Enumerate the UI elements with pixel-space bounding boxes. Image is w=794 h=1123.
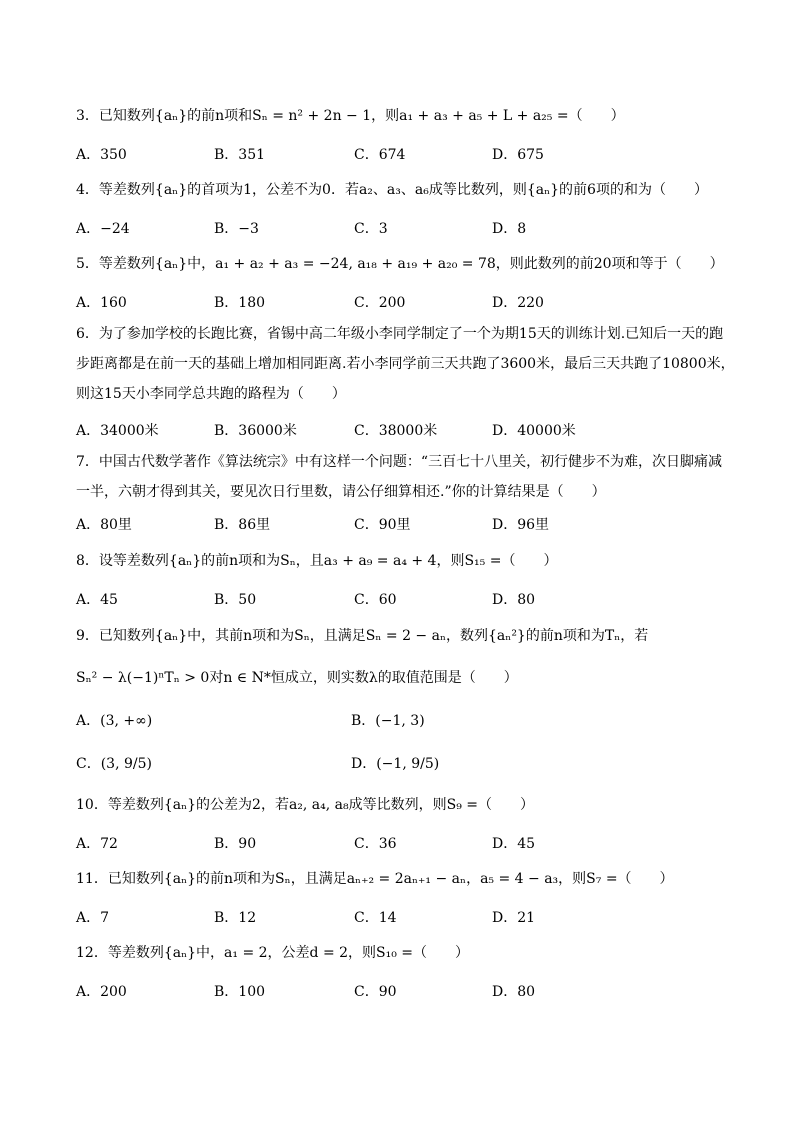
option-b[interactable]: B．90 <box>214 836 257 852</box>
question-9-options-row-2 <box>76 753 736 773</box>
question-6-line-1: 6．为了参加学校的长跑比赛，省锡中高二年级小李同学制定了一个为期15天的训练计划.已知后一天的跑 <box>76 326 724 342</box>
option-a[interactable]: A．−24 <box>76 221 130 237</box>
question-9-line-2: Sₙ² − λ(−1)ⁿTₙ > 0对n ∈ N*恒成立，则实数λ的取值范围是（ ） <box>76 670 518 686</box>
question-9-options-row-1 <box>76 710 736 730</box>
option-c[interactable]: C．36 <box>354 836 397 852</box>
option-b[interactable]: B．86里 <box>214 517 271 533</box>
option-c[interactable]: C．90 <box>354 984 397 1000</box>
option-c[interactable]: C．90里 <box>354 517 411 533</box>
question-6-options <box>76 420 736 440</box>
option-a[interactable]: A．350 <box>76 147 127 163</box>
question-6-line-3: 则这15天小李同学总共跑的路程为（ ） <box>76 386 346 402</box>
option-a[interactable]: A．160 <box>76 295 127 311</box>
question-10-stem: 10．等差数列{aₙ}的公差为2，若a₂, a₄, a₈成等比数列，则S₉ =（ ） <box>76 797 534 813</box>
option-d[interactable]: D．220 <box>492 295 544 311</box>
option-b[interactable]: B．(−1, 3) <box>351 713 425 729</box>
option-c[interactable]: C．60 <box>354 592 397 608</box>
question-5-stem: 5．等差数列{aₙ}中，a₁ + a₂ + a₃ = −24, a₁₈ + a₁₉ + a₂₀ = 78，则此数列的前20项和等于（ ） <box>76 256 724 272</box>
option-d[interactable]: D．45 <box>492 836 536 852</box>
question-5-options <box>76 292 736 312</box>
option-b[interactable]: B．12 <box>214 910 257 926</box>
option-a[interactable]: A．80里 <box>76 517 132 533</box>
option-b[interactable]: B．36000米 <box>214 423 297 439</box>
question-7-options <box>76 514 736 534</box>
option-d[interactable]: D．8 <box>492 221 527 237</box>
option-b[interactable]: B．−3 <box>214 221 259 237</box>
question-3-stem: 3．已知数列{aₙ}的前n项和Sₙ = n² + 2n − 1，则a₁ + a₃ + a₅ + L + a₂₅ =（ ） <box>76 108 625 124</box>
option-c[interactable]: C．38000米 <box>354 423 438 439</box>
option-d[interactable]: D．80 <box>492 592 536 608</box>
option-c[interactable]: C．(3, 9/5) <box>76 756 152 772</box>
option-c[interactable]: C．674 <box>354 147 406 163</box>
option-a[interactable]: A．200 <box>76 984 127 1000</box>
question-4-options <box>76 218 736 238</box>
question-7-line-1: 7．中国古代数学著作《算法统宗》中有这样一个问题：“三百七十八里关，初行健步不为难，次日脚痛减 <box>76 454 723 470</box>
option-b[interactable]: B．180 <box>214 295 266 311</box>
question-4-stem: 4．等差数列{aₙ}的首项为1，公差不为0．若a₂、a₃、a₆成等比数列，则{aₙ}的前6项的和为（ ） <box>76 182 708 198</box>
question-9-stem <box>76 626 736 688</box>
option-c[interactable]: C．200 <box>354 295 406 311</box>
option-b[interactable]: B．351 <box>214 147 266 163</box>
question-12-stem: 12．等差数列{aₙ}中，a₁ = 2，公差d = 2，则S₁₀ =（ ） <box>76 945 470 961</box>
option-b[interactable]: B．100 <box>214 984 266 1000</box>
option-d[interactable]: D．21 <box>492 910 536 926</box>
question-8-options <box>76 589 736 609</box>
option-d[interactable]: D．80 <box>492 984 536 1000</box>
question-10-options <box>76 833 736 853</box>
question-11-stem: 11．已知数列{aₙ}的前n项和为Sₙ，且满足aₙ₊₂ = 2aₙ₊₁ − aₙ，a₅ = 4 − a₃，则S₇ =（ ） <box>76 871 674 887</box>
option-a[interactable]: A．(3, +∞) <box>76 713 153 729</box>
question-12-options <box>76 981 736 1001</box>
option-c[interactable]: C．3 <box>354 221 388 237</box>
option-a[interactable]: A．45 <box>76 592 118 608</box>
option-d[interactable]: D．(−1, 9/5) <box>351 756 440 772</box>
question-3-options <box>76 144 736 164</box>
option-a[interactable]: A．7 <box>76 910 110 926</box>
option-c[interactable]: C．14 <box>354 910 397 926</box>
question-7-stem <box>76 452 736 502</box>
option-d[interactable]: D．675 <box>492 147 544 163</box>
question-6-line-2: 步距离都是在前一天的基础上增加相同距离.若小李同学前三天共跑了3600米，最后三天共跑了10800米， <box>76 356 735 372</box>
option-a[interactable]: A．72 <box>76 836 118 852</box>
question-6-stem <box>76 324 736 404</box>
option-a[interactable]: A．34000米 <box>76 423 159 439</box>
question-8-stem: 8．设等差数列{aₙ}的前n项和为Sₙ，且a₃ + a₉ = a₄ + 4，则S₁₅ =（ ） <box>76 553 558 569</box>
option-d[interactable]: D．40000米 <box>492 423 576 439</box>
question-7-line-2: 一半，六朝才得到其关，要见次日行里数，请公仔细算相还.”你的计算结果是（ ） <box>76 484 606 500</box>
option-b[interactable]: B．50 <box>214 592 257 608</box>
option-d[interactable]: D．96里 <box>492 517 550 533</box>
question-11-options <box>76 907 736 927</box>
question-9-line-1: 9．已知数列{aₙ}中，其前n项和为Sₙ，且满足Sₙ = 2 − aₙ，数列{aₙ²}的前n项和为Tₙ，若 <box>76 628 649 644</box>
